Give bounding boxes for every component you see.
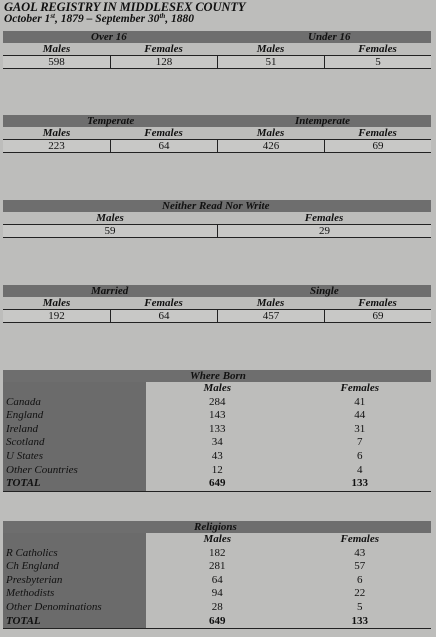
row-label: Canada: [6, 395, 41, 408]
females-total: 133: [351, 477, 368, 490]
single-label: Single: [310, 285, 339, 297]
table-row: [3, 587, 431, 601]
row-label: Presbyterian: [6, 573, 63, 586]
religions-title: Religions: [194, 521, 237, 533]
value-cell: 128: [110, 56, 217, 68]
table-row: [3, 409, 431, 423]
males-value: 143: [209, 409, 226, 422]
males-value: 133: [209, 422, 226, 435]
table-row: [3, 396, 431, 410]
column-header: Females: [358, 43, 397, 55]
column-header: Males: [256, 43, 285, 55]
temperance-values-row: [3, 139, 431, 153]
total-label: TOTAL: [6, 614, 41, 627]
marital-table: [3, 285, 431, 323]
value-cell: 426: [217, 140, 324, 152]
males-header: Males: [203, 533, 231, 545]
row-label: England: [6, 409, 44, 422]
marital-column-headers: [3, 297, 431, 309]
table-row: [3, 547, 431, 561]
temperance-column-headers: [3, 127, 431, 139]
row-label: Ch England: [6, 560, 59, 573]
males-value: 284: [209, 395, 226, 408]
males-total: 649: [209, 477, 226, 490]
column-header: Males: [256, 297, 285, 309]
value-cell: 223: [48, 140, 65, 152]
table-row: [3, 601, 431, 615]
males-value: 28: [211, 600, 223, 613]
total-label: TOTAL: [6, 477, 41, 490]
table-row: [3, 560, 431, 574]
table-row: [3, 464, 431, 478]
males-value: 12: [211, 463, 223, 476]
where-born-column-headers: [3, 382, 431, 396]
date-mid: , 1879 – September 30: [54, 13, 160, 25]
females-value: 22: [354, 587, 366, 600]
date-end-suffix: th: [159, 12, 166, 20]
column-header: Males: [42, 43, 71, 55]
column-header: Males: [42, 127, 71, 139]
column-header: Females: [144, 297, 183, 309]
age-values-row: [3, 55, 431, 69]
marital-values-row: [3, 309, 431, 323]
females-total: 133: [351, 614, 368, 627]
table-row: [3, 450, 431, 464]
marital-header-bar: [3, 285, 431, 297]
temperate-label: Temperate: [87, 115, 135, 127]
row-label: Other Countries: [6, 463, 78, 476]
column-header: Females: [144, 43, 183, 55]
total-row: [3, 477, 431, 492]
row-label: Other Denominations: [6, 600, 102, 613]
males-value: 182: [209, 546, 226, 559]
males-value: 43: [211, 449, 223, 462]
literacy-table: [3, 200, 431, 238]
age-header-bar: [3, 31, 431, 43]
temperance-header-bar: [3, 115, 431, 127]
religions-table: [3, 521, 431, 629]
row-label: Methodists: [6, 587, 55, 600]
females-value: 31: [354, 422, 366, 435]
date-start: October 1: [4, 13, 51, 25]
females-value: 44: [354, 409, 366, 422]
females-value: 43: [354, 546, 366, 559]
value-cell: 5: [324, 56, 431, 68]
literacy-header-bar: [3, 200, 431, 212]
over-16-label: Over 16: [91, 31, 127, 43]
males-value: 34: [211, 436, 223, 449]
females-header: Females: [340, 533, 379, 545]
total-row: [3, 615, 431, 630]
column-header: Males: [96, 212, 124, 224]
column-header: Males: [42, 297, 71, 309]
value-cell: 69: [324, 310, 431, 322]
value-cell: 29: [217, 225, 431, 237]
males-header: Males: [203, 382, 231, 394]
females-header: Females: [340, 382, 379, 394]
column-header: Males: [256, 127, 285, 139]
row-label: U States: [6, 449, 43, 462]
under-16-label: Under 16: [308, 31, 351, 43]
intemperate-label: Intemperate: [295, 115, 350, 127]
males-value: 94: [211, 587, 223, 600]
females-value: 6: [357, 573, 363, 586]
value-cell: 59: [104, 225, 116, 237]
row-label: R Catholics: [6, 546, 58, 559]
row-label: Ireland: [6, 422, 38, 435]
females-value: 57: [354, 560, 366, 573]
females-value: 4: [357, 463, 363, 476]
females-value: 6: [357, 449, 363, 462]
males-total: 649: [209, 614, 226, 627]
where-born-header-bar: [3, 370, 431, 382]
table-row: [3, 436, 431, 450]
where-born-table: [3, 370, 431, 492]
date-range: [4, 13, 194, 26]
literacy-column-headers: [3, 212, 431, 224]
value-cell: 457: [217, 310, 324, 322]
table-row: [3, 423, 431, 437]
age-column-headers: [3, 43, 431, 55]
date-end: , 1880: [165, 13, 195, 25]
religions-header-bar: [3, 521, 431, 533]
where-born-title: Where Born: [190, 370, 246, 382]
date-start-suffix: st: [50, 12, 55, 20]
females-value: 7: [357, 436, 363, 449]
temperance-table: [3, 115, 431, 153]
column-header: Females: [144, 127, 183, 139]
females-value: 5: [357, 600, 363, 613]
value-cell: 69: [324, 140, 431, 152]
page-title: GAOL REGISTRY IN MIDDLESEX COUNTY: [4, 0, 246, 14]
males-value: 64: [211, 573, 223, 586]
age-table: [3, 31, 431, 69]
literacy-values-row: [3, 224, 431, 238]
females-value: 41: [354, 395, 366, 408]
column-header: Females: [358, 297, 397, 309]
married-label: Married: [91, 285, 129, 297]
row-label: Scotland: [6, 436, 45, 449]
value-cell: 64: [110, 310, 217, 322]
value-cell: 51: [217, 56, 324, 68]
value-cell: 64: [110, 140, 217, 152]
religions-column-headers: [3, 533, 431, 547]
value-cell: 192: [48, 310, 65, 322]
column-header: Females: [358, 127, 397, 139]
table-row: [3, 574, 431, 588]
column-header: Females: [304, 212, 344, 224]
value-cell: 598: [48, 56, 65, 68]
males-value: 281: [209, 560, 226, 573]
literacy-label: Neither Read Nor Write: [162, 200, 270, 212]
